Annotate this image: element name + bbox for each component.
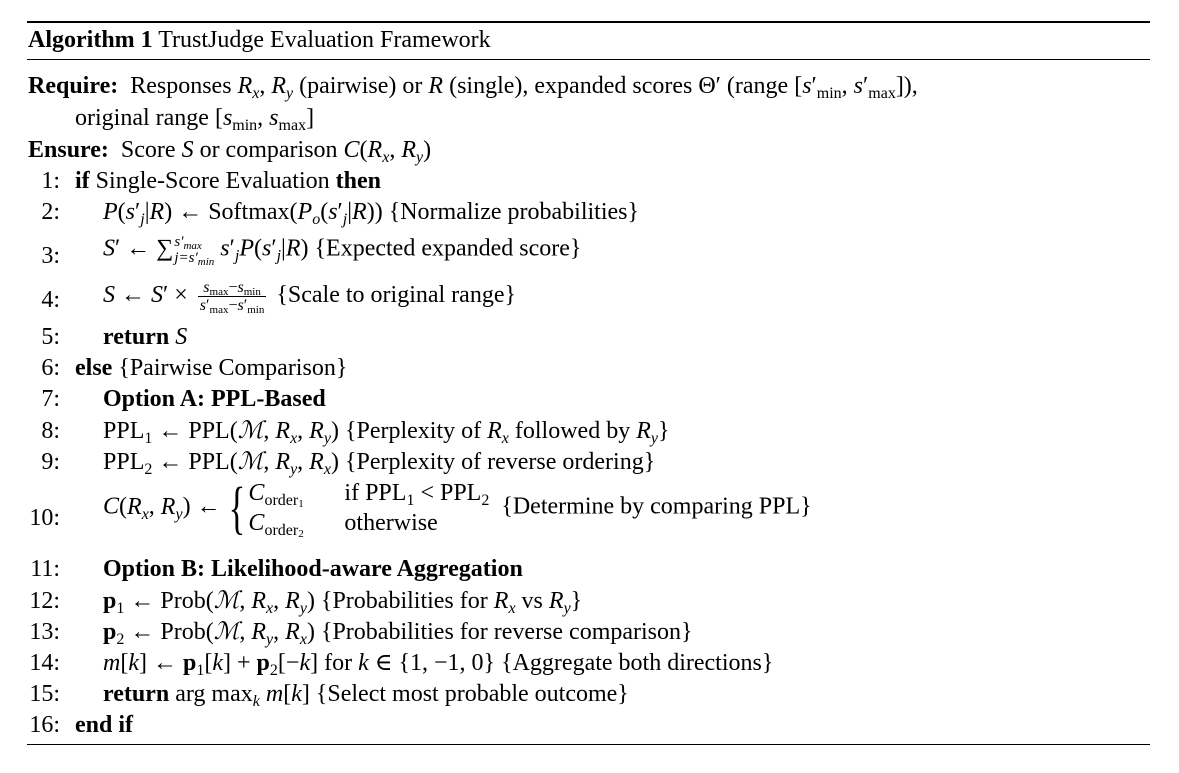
line-number: 4: [41, 287, 60, 313]
caption-rule [27, 59, 1150, 60]
top-rule [27, 21, 1150, 23]
line-comment: {Aggregate both directions} [501, 650, 774, 676]
line-number: 15: [29, 681, 60, 707]
line-number: 12: [29, 588, 60, 614]
line-comment: {Normalize probabilities} [388, 199, 640, 225]
line-comment: {Select most probable outcome} [315, 681, 629, 707]
algorithm-title: TrustJudge Evaluation Framework [158, 27, 491, 53]
line-number: 6: [41, 355, 60, 381]
require-label: Require: [28, 73, 119, 99]
line-number: 8: [41, 418, 60, 444]
line-number: 10: [29, 505, 60, 531]
line-number: 1: [41, 168, 60, 194]
line-comment: {Perplexity of reverse ordering} [344, 449, 656, 475]
bottom-rule [27, 744, 1150, 745]
line-comment: {Scale to original range} [276, 282, 516, 309]
line-number: 14: [29, 650, 60, 676]
line-number: 5: [41, 324, 60, 350]
line-number: 9: [41, 449, 60, 475]
algorithm-label: Algorithm 1 [28, 27, 153, 53]
line-number: 2: [41, 199, 60, 225]
line-comment: {Pairwise Comparison} [118, 355, 348, 381]
line-comment: {Expected expanded score} [314, 235, 582, 262]
line-number: 16: [29, 712, 60, 738]
line-number: 13: [29, 619, 60, 645]
line-number: 7: [41, 386, 60, 412]
line-comment: {Probabilities for reverse comparison} [320, 619, 693, 645]
line-number: 11: [30, 556, 60, 582]
algorithm-caption [28, 25, 491, 55]
line-number: 3: [41, 243, 60, 269]
ensure-label: Ensure: [28, 137, 109, 163]
line-comment: {Determine by comparing PPL} [501, 493, 812, 520]
